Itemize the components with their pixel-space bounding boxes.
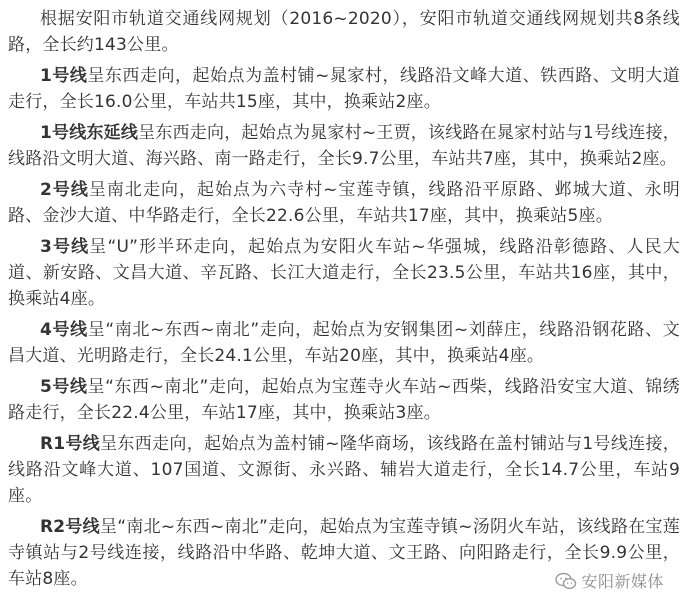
line-paragraph [8,177,680,229]
intro-paragraph [8,6,680,58]
line-name: 1号线东延线 [40,123,139,143]
line-description: 呈“南北~东西~南北”走向，起始点为宝莲寺镇~汤阴火车站，该线路在宝莲寺镇站与2号线连接，线路沿中华路、乾坤大道、文王路、向阳路走行，全长9.9公里，车站8座。 [8,517,680,589]
line-description: 呈东西走向，起始点为盖村铺~晁家村，线路沿文峰大道、铁西路、文明大道走行，全长16.0公里，车站共15座，其中，换乘站2座。 [8,66,680,112]
intro-text: 根据安阳市轨道交通线网规划（2016~2020），安阳市轨道交通线网规划共8条线路，全长约143公里。 [8,9,680,55]
line-paragraph [8,63,680,115]
line-paragraph [8,374,680,426]
line-paragraph [8,120,680,172]
line-description: 呈南北走向，起始点为六寺村~宝莲寺镇，线路沿平原路、邺城大道、永明路、金沙大道、中华路走行，全长22.6公里，车站共17座，其中，换乘站5座。 [8,180,680,226]
line-description: 呈东西走向，起始点为盖村铺~隆华商场，该线路在盖村铺站与1号线连接，线路沿文峰大道、107国道、文源街、永兴路、辅岩大道走行，全长14.7公里，车站9座。 [8,434,680,506]
line-paragraph [8,317,680,369]
line-paragraph [8,431,680,509]
line-name: 3号线 [40,237,90,257]
line-description: 呈“南北~东西~南北”走向，起始点为安钢集团~刘薛庄，线路沿钢花路、文昌大道、光明路走行，全长24.1公里，车站20座，其中，换乘站4座。 [8,320,680,366]
wechat-icon [555,572,577,590]
wechat-watermark [551,569,668,592]
line-description: 呈“U”形半环走向，起始点为安阳火车站~华强城，线路沿彰德路、人民大道、新安路、文昌大道、辛瓦路、长江大道走行，全长23.5公里，车站共16座，其中，换乘站4座。 [8,237,680,309]
line-name: R1号线 [40,434,101,454]
line-name: 5号线 [40,377,88,397]
line-description: 呈“东西~南北”走向，起始点为宝莲寺火车站~西柴，线路沿安宝大道、锦绣路走行，全长22.4公里，车站17座，其中，换乘站3座。 [8,377,680,423]
line-description: 呈东西走向，起始点为晁家村~王贾，该线路在晁家村站与1号线连接，线路沿文明大道、海兴路、南一路走行，全长9.7公里，车站共7座，其中，换乘站2座。 [8,123,681,169]
watermark-text: 安阳新媒体 [581,572,664,591]
line-name: 1号线 [40,66,88,86]
line-paragraph [8,234,680,312]
line-name: 2号线 [40,180,89,200]
line-name: R2号线 [40,517,100,537]
article-body [8,6,680,597]
line-name: 4号线 [40,320,88,340]
